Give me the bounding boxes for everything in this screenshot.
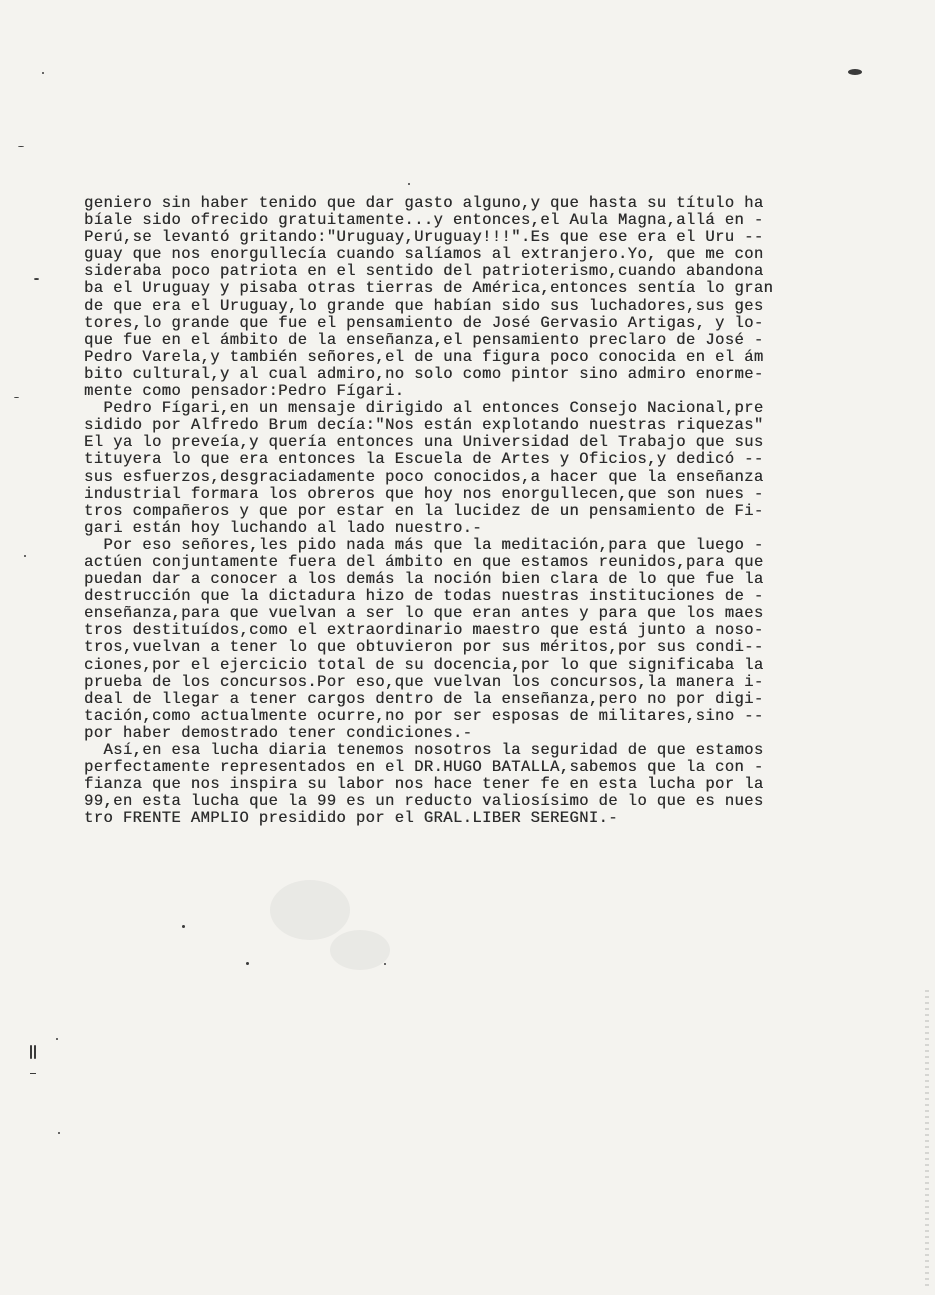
text-line: bíale sido ofrecido gratuitamente...y entonces,el Aula Magna,allá en - <box>84 211 764 230</box>
text-line: Pedro Varela,y también señores,el de una figura poco conocida en el ám <box>84 347 764 366</box>
text-line: geniero sin haber tenido que dar gasto alguno,y que hasta su título ha <box>84 194 764 212</box>
text-line: puedan dar a conocer a los demás la noción bien clara de lo que fue la <box>84 570 764 589</box>
scan-speck <box>58 1132 60 1134</box>
text-line: El ya lo preveía,y quería entonces una Universidad del Trabajo que sus <box>84 433 764 452</box>
text-line: tros compañeros y que por estar en la lucidez de un pensamiento de Fi- <box>84 501 764 520</box>
punch-mark <box>30 1045 32 1059</box>
scan-speck <box>384 963 386 965</box>
text-line: tación,como actualmente ocurre,no por ser esposas de militares,sino -- <box>84 706 764 725</box>
text-line: prueba de los concursos.Por eso,que vuelvan los concursos,la manera i- <box>84 672 764 691</box>
scan-speck <box>18 146 24 147</box>
text-line: tores,lo grande que fue el pensamiento de José Gervasio Artigas, y lo- <box>84 313 764 332</box>
scan-speck <box>56 1038 58 1040</box>
paper-smudge <box>270 880 350 940</box>
page-edge-marks <box>925 990 929 1290</box>
document-body <box>84 195 884 827</box>
text-line: ba el Uruguay y pisaba otras tierras de América,entonces sentía lo gran <box>84 279 774 298</box>
scan-speck <box>246 962 249 965</box>
text-line: industrial formara los obreros que hoy nos enorgullecen,que son nues - <box>84 484 764 503</box>
text-line: Por eso señores,les pido nada más que la meditación,para que luego - <box>84 535 764 554</box>
text-line: enseñanza,para que vuelvan a ser lo que eran antes y para que los maes <box>84 604 764 623</box>
paper-smudge <box>330 930 390 970</box>
text-line: perfectamente representados en el DR.HUGO BATALLA,sabemos que la con - <box>84 758 764 777</box>
text-line: que fue en el ámbito de la enseñanza,el pensamiento preclaro de José - <box>84 330 764 349</box>
ink-blot <box>848 69 862 75</box>
scan-speck <box>24 555 26 557</box>
text-line: guay que nos enorgullecía cuando salíamos al extranjero.Yo, que me con <box>84 245 764 264</box>
text-line: tro FRENTE AMPLIO presidido por el GRAL.LIBER SEREGNI.- <box>84 809 618 828</box>
scan-speck <box>182 925 185 928</box>
text-line: Perú,se levantó gritando:"Uruguay,Uruguay!!!".Es que ese era el Uru -- <box>84 228 764 247</box>
text-line: tros destituídos,como el extraordinario maestro que está junto a noso- <box>84 621 764 640</box>
scan-speck <box>34 278 39 280</box>
text-line: Así,en esa lucha diaria tenemos nosotros la seguridad de que estamos <box>84 741 764 759</box>
text-line: 99,en esta lucha que la 99 es un reducto valiosísimo de lo que es nues <box>84 792 764 811</box>
scan-speck <box>408 183 410 185</box>
text-line: de que era el Uruguay,lo grande que habían sido sus luchadores,sus ges <box>84 296 764 315</box>
text-line: por haber demostrado tener condiciones.- <box>84 723 473 742</box>
text-line: destrucción que la dictadura hizo de todas nuestras instituciones de - <box>84 587 764 606</box>
scan-speck <box>14 397 19 398</box>
text-line: mente como pensador:Pedro Fígari. <box>84 382 405 401</box>
text-line: actúen conjuntamente fuera del ámbito en que estamos reunidos,para que <box>84 552 764 571</box>
text-line: fianza que nos inspira su labor nos hace tener fe en esta lucha por la <box>84 775 764 794</box>
text-line: sus esfuerzos,desgraciadamente poco conocidos,a hacer que la enseñanza <box>84 467 764 486</box>
scan-speck <box>42 72 44 74</box>
text-line: sideraba poco patriota en el sentido del patrioterismo,cuando abandona <box>84 262 764 281</box>
text-line: deal de llegar a tener cargos dentro de la enseñanza,pero no por digi- <box>84 689 764 708</box>
text-line: bito cultural,y al cual admiro,no solo como pintor sino admiro enorme- <box>84 364 764 383</box>
text-line: gari están hoy luchando al lado nuestro.- <box>84 518 483 537</box>
punch-mark <box>34 1045 36 1059</box>
text-line: tros,vuelvan a tener lo que obtuvieron por sus méritos,por sus condi-- <box>84 638 764 657</box>
text-line: tituyera lo que era entonces la Escuela de Artes y Oficios,y dedicó -- <box>84 450 764 469</box>
text-line: sidido por Alfredo Brum decía:"Nos están explotando nuestras riquezas" <box>84 416 764 435</box>
text-line: Pedro Fígari,en un mensaje dirigido al entonces Consejo Nacional,pre <box>84 399 764 418</box>
text-line: ciones,por el ejercicio total de su docencia,por lo que significaba la <box>84 655 764 674</box>
punch-mark <box>30 1073 36 1074</box>
